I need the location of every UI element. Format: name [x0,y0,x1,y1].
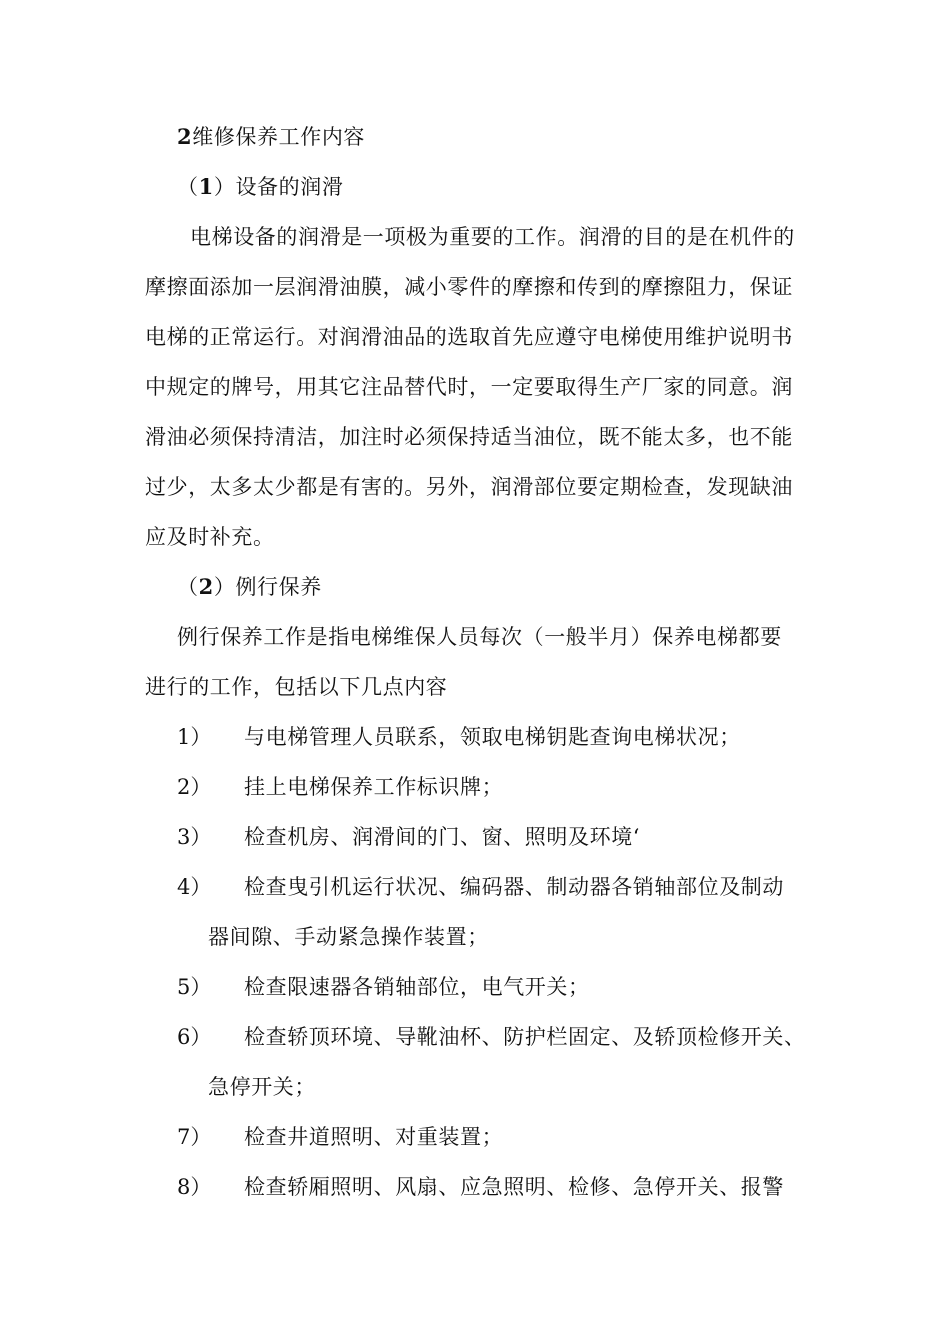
section-heading [177,122,365,152]
section2-title [177,572,322,602]
section1-paren-open: （ [177,175,199,199]
section1-title-text: 设备的润滑 [235,175,344,199]
paragraph-line: 摩擦面添加一层润滑油膜，减小零件的摩擦和传到的摩擦阻力，保证 [145,275,793,299]
paragraph-line: 进行的工作，包括以下几点内容 [145,675,448,699]
list-item-number: 6） [177,1025,212,1049]
section1-paren-close: ） [213,175,236,199]
paragraph-line: 中规定的牌号，用其它注品替代时，一定要取得生产厂家的同意。润 [145,375,793,399]
list-item-continuation: 急停开关； [208,1075,316,1099]
section1-number: 1 [198,174,214,199]
list-item-continuation: 器间隙、手动紧急操作装置； [208,925,489,949]
section2-number: 2 [198,574,214,599]
paragraph-line: 电梯设备的润滑是一项极为重要的工作。润滑的目的是在机件的 [190,225,795,249]
list-item-number: 2） [177,775,212,799]
paragraph-line: 滑油必须保持清洁，加注时必须保持适当油位，既不能太多，也不能 [145,425,793,449]
section2-title-text: 例行保养 [235,575,322,599]
heading-title: 维修保养工作内容 [192,125,366,149]
list-item-text: 检查机房、润滑间的门、窗、照明及环境‘ [244,825,641,849]
list-item-text: 挂上电梯保养工作标识牌； [244,775,504,799]
list-item-number: 4） [177,875,212,899]
list-item-text: 检查井道照明、对重装置； [244,1125,504,1149]
list-item-number: 8） [177,1175,212,1199]
paragraph-line: 电梯的正常运行。对润滑油品的选取首先应遵守电梯使用维护说明书 [145,325,793,349]
paragraph-line: 例行保养工作是指电梯维保人员每次（一般半月）保养电梯都要 [177,625,782,649]
heading-number: 2 [177,124,193,149]
section1-title [177,172,343,202]
list-item-text: 检查限速器各销轴部位，电气开关； [244,975,590,999]
list-item-text: 检查轿厢照明、风扇、应急照明、检修、急停开关、报警 [244,1175,784,1199]
list-item-number: 1） [177,725,212,749]
list-item-text: 检查曳引机运行状况、编码器、制动器各销轴部位及制动 [244,875,784,899]
section2-paren-open: （ [177,575,199,599]
list-item-number: 5） [177,975,212,999]
list-item-number: 3） [177,825,212,849]
list-item-number: 7） [177,1125,212,1149]
section2-paren-close: ） [213,575,236,599]
list-item-text: 检查轿顶环境、导靴油杯、防护栏固定、及轿顶检修开关、 [244,1025,806,1049]
paragraph-line: 应及时补充。 [145,525,275,549]
list-item-text: 与电梯管理人员联系，领取电梯钥匙查询电梯状况； [244,725,741,749]
paragraph-line: 过少，太多太少都是有害的。另外，润滑部位要定期检查，发现缺油 [145,475,793,499]
